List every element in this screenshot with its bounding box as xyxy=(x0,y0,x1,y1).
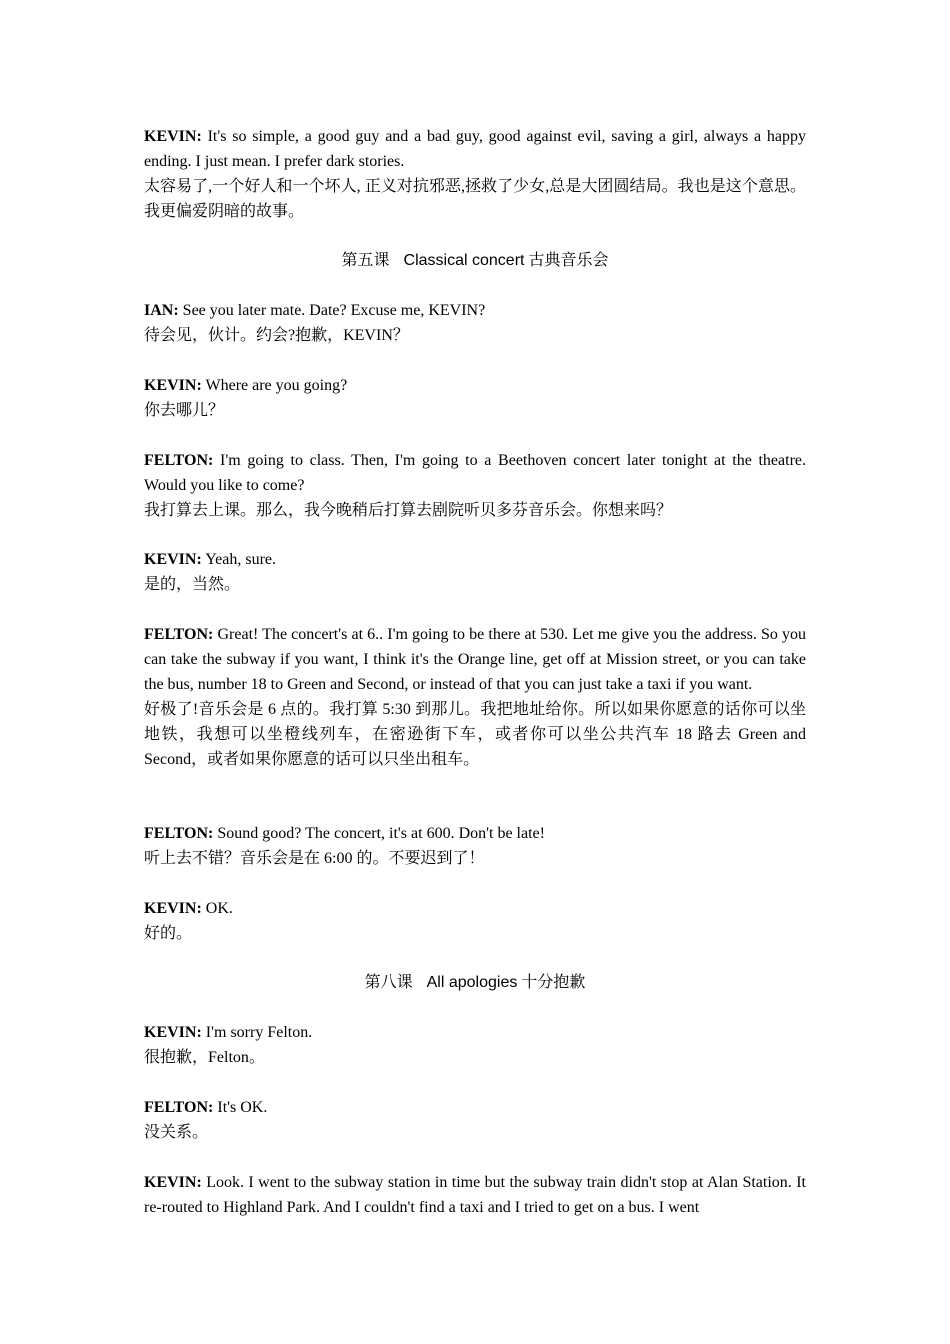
dialogue-block xyxy=(144,298,806,348)
speaker-name: KEVIN: xyxy=(144,128,202,145)
dialogue-block xyxy=(144,1095,806,1145)
english-text: Yeah, sure. xyxy=(201,551,276,568)
speaker-name: KEVIN: xyxy=(144,377,202,394)
lesson-heading xyxy=(144,248,806,273)
chinese-translation: 听上去不错？音乐会是在 6:00 的。不要迟到了！ xyxy=(144,850,485,867)
lesson-title-zh: 十分抱歉 xyxy=(521,974,586,991)
lesson-title-en: All apologies xyxy=(426,974,518,991)
dialogue-block xyxy=(144,124,806,224)
speaker-name: KEVIN: xyxy=(144,900,202,917)
english-line xyxy=(144,1170,806,1220)
english-text: OK. xyxy=(201,900,233,917)
speaker-name: FELTON: xyxy=(144,626,214,643)
english-text: I'm sorry Felton. xyxy=(201,1024,313,1041)
chinese-translation: 待会见，伙计。约会?抱歉，KEVIN？ xyxy=(144,327,409,344)
chinese-translation: 很抱歉，Felton。 xyxy=(144,1049,265,1066)
lesson-number: 第五课 xyxy=(341,252,390,269)
speaker-name: KEVIN: xyxy=(144,1174,202,1191)
english-line xyxy=(144,1095,806,1120)
english-text: It's so simple, a good guy and a bad guy, good against evil, saving a girl, always a happy ending. I just mean. I prefer dark stories. xyxy=(144,128,806,170)
chinese-translation: 好的。 xyxy=(144,925,193,942)
speaker-name: FELTON: xyxy=(144,825,214,842)
english-text: Look. I went to the subway station in time but the subway train didn't stop at Alan Station. It re-routed to Highland Park. And I couldn't find a taxi and I tried to get on a bus. I went xyxy=(144,1174,806,1216)
english-text: Where are you going? xyxy=(201,377,348,394)
speaker-name: FELTON: xyxy=(144,1099,214,1116)
dialogue-block xyxy=(144,1170,806,1220)
english-line xyxy=(144,298,806,323)
english-line xyxy=(144,448,806,498)
dialogue-block xyxy=(144,821,806,871)
chinese-translation: 是的，当然。 xyxy=(144,576,241,593)
english-line xyxy=(144,821,806,846)
dialogue-block xyxy=(144,622,806,772)
english-text: I'm going to class. Then, I'm going to a Beethoven concert later tonight at the theatre. Would you like to come? xyxy=(144,452,806,494)
chinese-translation: 太容易了,一个好人和一个坏人, 正义对抗邪恶,拯救了少女,总是大团圆结局。我也是这个意思。我更偏爱阴暗的故事。 xyxy=(144,178,806,220)
english-text: Great! The concert's at 6.. I'm going to be there at 530. Let me give you the address. So you can take the subway if you want, I think it's the Orange line, get off at Mission street, or you can take the bus, number 18 to Green and Second, or instead of that you can just take a taxi if you want. xyxy=(144,626,806,693)
lesson-heading xyxy=(144,970,806,995)
lesson-number: 第八课 xyxy=(364,974,413,991)
speaker-name: KEVIN: xyxy=(144,551,202,568)
dialogue-block xyxy=(144,448,806,523)
dialogue-block xyxy=(144,1020,806,1070)
chinese-translation: 好极了!音乐会是 6 点的。我打算 5:30 到那儿。我把地址给你。所以如果你愿意的话你可以坐地铁，我想可以坐橙线列车，在密逊街下车，或者你可以坐公共汽车 18 路去 Green and Second，或者如果你愿意的话可以只坐出租车。 xyxy=(144,701,806,768)
chinese-translation: 没关系。 xyxy=(144,1124,209,1141)
speaker-name: FELTON: xyxy=(144,452,214,469)
dialogue-block xyxy=(144,896,806,946)
english-line xyxy=(144,1020,806,1045)
speaker-name: IAN: xyxy=(144,302,179,319)
english-text: Sound good? The concert, it's at 600. Don't be late! xyxy=(213,825,545,842)
lesson-title-en: Classical concert xyxy=(403,252,525,269)
english-line xyxy=(144,547,806,572)
english-line xyxy=(144,896,806,921)
chinese-translation: 你去哪儿？ xyxy=(144,402,225,419)
dialogue-block xyxy=(144,373,806,423)
english-line xyxy=(144,622,806,697)
chinese-translation: 我打算去上课。那么，我今晚稍后打算去剧院听贝多芬音乐会。你想来吗？ xyxy=(144,502,673,519)
dialogue-block xyxy=(144,547,806,597)
english-text: It's OK. xyxy=(213,1099,268,1116)
english-line xyxy=(144,124,806,174)
english-line xyxy=(144,373,806,398)
english-text: See you later mate. Date? Excuse me, KEVIN? xyxy=(178,302,486,319)
lesson-title-zh: 古典音乐会 xyxy=(528,252,609,269)
speaker-name: KEVIN: xyxy=(144,1024,202,1041)
